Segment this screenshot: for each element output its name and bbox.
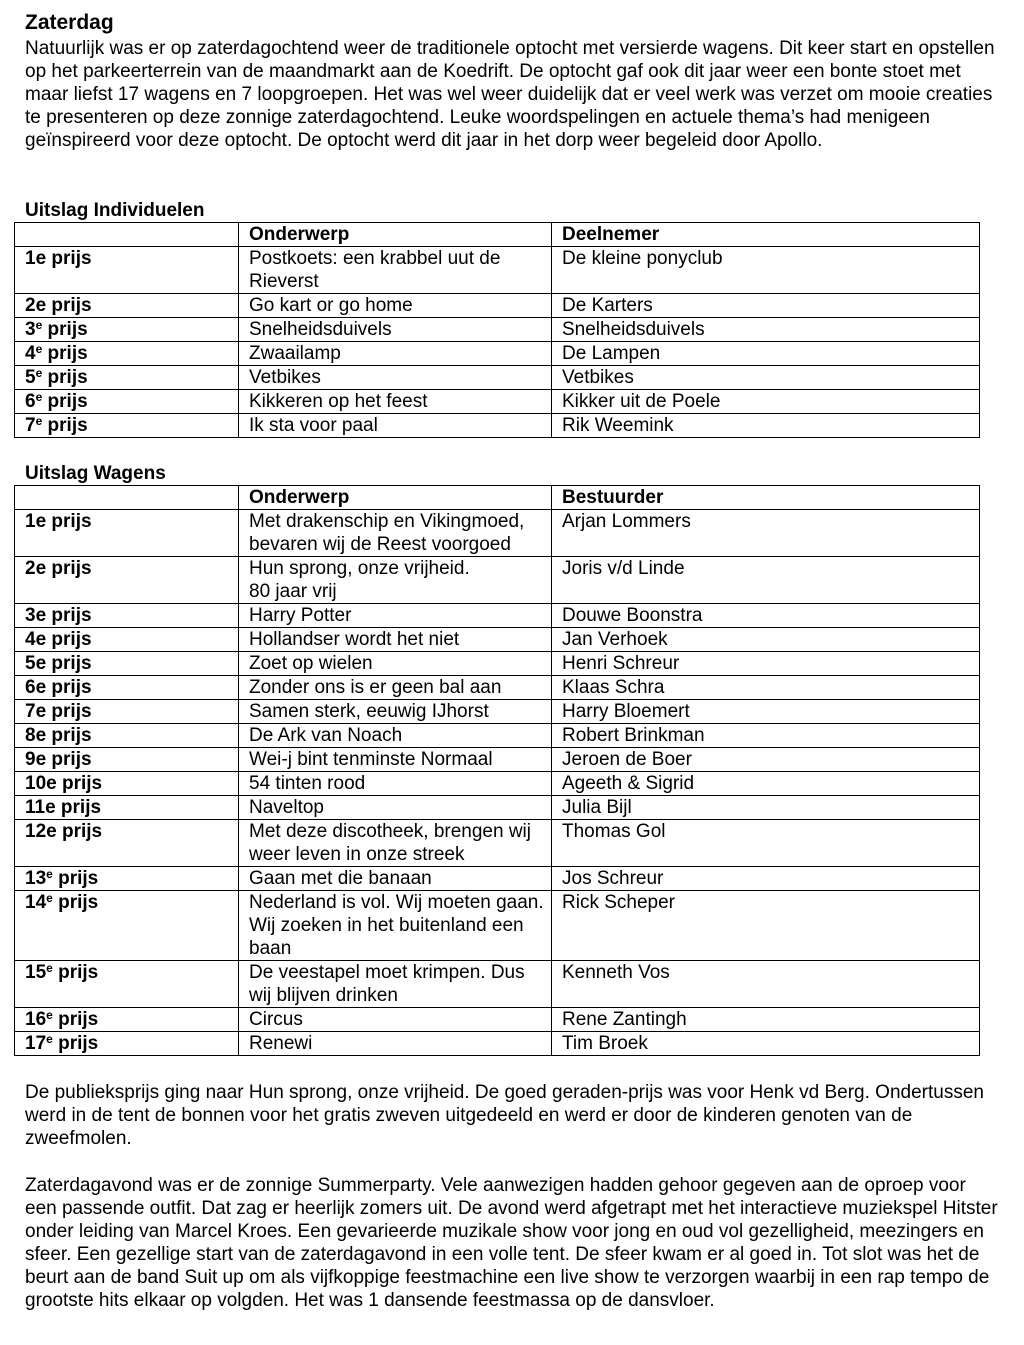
rank-cell: [15, 1032, 239, 1056]
rank-cell: [15, 820, 239, 867]
table-row: [15, 342, 980, 366]
column-header: [15, 486, 239, 510]
table-row: [15, 867, 980, 891]
onderwerp-cell: Harry Potter: [239, 604, 552, 628]
onderwerp-cell: Wei-j bint tenminste Normaal: [239, 748, 552, 772]
rank-number: 17: [25, 1033, 47, 1054]
rank-number: 2e: [25, 295, 47, 316]
table-row: [15, 961, 980, 1008]
rank-label: prijs: [46, 701, 92, 722]
wagens-table: [14, 485, 980, 1056]
table-row: [15, 414, 980, 438]
table-row: [15, 820, 980, 867]
onderwerp-cell: De Ark van Noach: [239, 724, 552, 748]
onderwerp-cell: Ik sta voor paal: [239, 414, 552, 438]
table-row: [15, 748, 980, 772]
rank-cell: [15, 604, 239, 628]
participant-cell: Harry Bloemert: [552, 700, 980, 724]
rank-label: prijs: [52, 962, 99, 983]
rank-cell: [15, 891, 239, 961]
table-header-row: [15, 486, 980, 510]
rank-cell: [15, 366, 239, 390]
rank-number: 2e: [25, 558, 47, 579]
onderwerp-cell: Postkoets: een krabbel uut de Rieverst: [239, 247, 552, 294]
rank-suffix: e: [35, 390, 43, 404]
rank-cell: [15, 294, 239, 318]
rank-number: 9e: [25, 749, 47, 770]
rank-cell: [15, 867, 239, 891]
rank-label: prijs: [42, 367, 88, 388]
rank-label: prijs: [46, 749, 92, 770]
participant-cell: Jeroen de Boer: [552, 748, 980, 772]
table-row: [15, 628, 980, 652]
rank-label: prijs: [52, 892, 99, 913]
table-row: [15, 318, 980, 342]
rank-label: prijs: [42, 319, 88, 340]
publieksprijs-paragraph: De publieksprijs ging naar Hun sprong, onze vrijheid. De goed geraden-prijs was voor Henk vd Berg. Ondertussen werd in de tent de bonnen voor het gratis zweven uitgedeeld en werd er door de kinderen genoten van de zweefmolen.: [25, 1082, 984, 1149]
rank-label: prijs: [42, 391, 88, 412]
rank-cell: [15, 652, 239, 676]
rank-label: prijs: [46, 248, 92, 269]
rank-label: prijs: [52, 868, 99, 889]
table-row: [15, 294, 980, 318]
table-row: [15, 366, 980, 390]
onderwerp-cell: Nederland is vol. Wij moeten gaan. Wij zoeken in het buitenland een baan: [239, 891, 552, 961]
table-row: [15, 652, 980, 676]
rank-cell: [15, 1008, 239, 1032]
participant-cell: Rick Scheper: [552, 891, 980, 961]
rank-label: prijs: [52, 1033, 99, 1054]
rank-number: 13: [25, 868, 47, 889]
rank-cell: [15, 510, 239, 557]
rank-cell: [15, 700, 239, 724]
wagens-heading: Uitslag Wagens: [25, 463, 166, 484]
rank-label: prijs: [46, 511, 92, 532]
rank-suffix: e: [46, 1008, 53, 1022]
onderwerp-cell: Hollandser wordt het niet: [239, 628, 552, 652]
rank-cell: [15, 676, 239, 700]
participant-cell: De kleine ponyclub: [552, 247, 980, 294]
rank-cell: [15, 318, 239, 342]
participant-cell: Arjan Lommers: [552, 510, 980, 557]
participant-cell: Rene Zantingh: [552, 1008, 980, 1032]
rank-cell: [15, 247, 239, 294]
rank-label: prijs: [46, 295, 92, 316]
rank-number: 10e: [25, 773, 57, 794]
column-header: Bestuurder: [552, 486, 980, 510]
rank-number: 12e: [25, 821, 57, 842]
rank-label: prijs: [56, 773, 103, 794]
onderwerp-cell: Circus: [239, 1008, 552, 1032]
rank-number: 16: [25, 1009, 47, 1030]
individuelen-heading: Uitslag Individuelen: [25, 200, 205, 221]
participant-cell: Kenneth Vos: [552, 961, 980, 1008]
rank-number: 4: [25, 343, 36, 364]
onderwerp-cell: Met drakenschip en Vikingmoed, bevaren wij de Reest voorgoed: [239, 510, 552, 557]
onderwerp-cell: Zwaailamp: [239, 342, 552, 366]
rank-suffix: e: [46, 961, 53, 975]
table-row: [15, 724, 980, 748]
rank-suffix: e: [46, 1032, 53, 1046]
rank-cell: [15, 772, 239, 796]
rank-cell: [15, 390, 239, 414]
table-row: [15, 390, 980, 414]
rank-number: 3: [25, 319, 36, 340]
participant-cell: Klaas Schra: [552, 676, 980, 700]
rank-number: 6: [25, 391, 36, 412]
participant-cell: De Lampen: [552, 342, 980, 366]
onderwerp-cell: Hun sprong, onze vrijheid. 80 jaar vrij: [239, 557, 552, 604]
rank-number: 14: [25, 892, 47, 913]
rank-number: 5: [25, 367, 36, 388]
column-header: Onderwerp: [239, 486, 552, 510]
rank-label: prijs: [55, 797, 102, 818]
table-row: [15, 604, 980, 628]
rank-cell: [15, 557, 239, 604]
rank-cell: [15, 414, 239, 438]
rank-number: 7: [25, 415, 36, 436]
participant-cell: Henri Schreur: [552, 652, 980, 676]
table-row: [15, 676, 980, 700]
participant-cell: Thomas Gol: [552, 820, 980, 867]
rank-number: 3e: [25, 605, 47, 626]
individuelen-table-body: [15, 247, 980, 438]
rank-label: prijs: [46, 677, 92, 698]
participant-cell: De Karters: [552, 294, 980, 318]
participant-cell: Jan Verhoek: [552, 628, 980, 652]
table-row: [15, 772, 980, 796]
rank-label: prijs: [46, 605, 92, 626]
rank-suffix: e: [35, 414, 43, 428]
participant-cell: Snelheidsduivels: [552, 318, 980, 342]
table-row: [15, 510, 980, 557]
participant-cell: Kikker uit de Poele: [552, 390, 980, 414]
rank-suffix: e: [35, 318, 43, 332]
table-row: [15, 1032, 980, 1056]
onderwerp-cell: Zonder ons is er geen bal aan: [239, 676, 552, 700]
table-header-row: [15, 223, 980, 247]
participant-cell: Tim Broek: [552, 1032, 980, 1056]
individuelen-table: [14, 222, 980, 438]
rank-cell: [15, 796, 239, 820]
page-title: Zaterdag: [25, 11, 114, 34]
rank-number: 15: [25, 962, 47, 983]
onderwerp-cell: 54 tinten rood: [239, 772, 552, 796]
rank-label: prijs: [42, 343, 88, 364]
rank-cell: [15, 748, 239, 772]
onderwerp-cell: De veestapel moet krimpen. Dus wij blijven drinken: [239, 961, 552, 1008]
intro-paragraph: Natuurlijk was er op zaterdagochtend weer de traditionele optocht met versierde wagens. Dit keer start en opstellen op het parkeerterrein van de maandmarkt aan de Koedrift. De optocht gaf ook dit jaar weer een bonte stoet met maar liefst 17 wagens en 7 loopgroepen. Het was wel weer duidelijk dat er veel werk was verzet om mooie creaties te presenteren op deze zonnige zaterdagochtend. Leuke woordspelingen en actuele thema’s had menigeen geïnspireerd voor deze optocht. De optocht werd dit jaar in het dorp weer begeleid door Apollo.: [25, 38, 995, 151]
onderwerp-cell: Zoet op wielen: [239, 652, 552, 676]
rank-label: prijs: [52, 1009, 99, 1030]
rank-label: prijs: [46, 558, 92, 579]
rank-suffix: e: [46, 867, 53, 881]
column-header: [15, 223, 239, 247]
rank-label: prijs: [46, 725, 92, 746]
participant-cell: Rik Weemink: [552, 414, 980, 438]
table-row: [15, 891, 980, 961]
participant-cell: Robert Brinkman: [552, 724, 980, 748]
participant-cell: Jos Schreur: [552, 867, 980, 891]
onderwerp-cell: Kikkeren op het feest: [239, 390, 552, 414]
rank-number: 7e: [25, 701, 47, 722]
rank-cell: [15, 724, 239, 748]
rank-cell: [15, 342, 239, 366]
column-header: Deelnemer: [552, 223, 980, 247]
table-row: [15, 1008, 980, 1032]
table-row: [15, 796, 980, 820]
rank-suffix: e: [35, 366, 43, 380]
wagens-table-body: [15, 510, 980, 1056]
rank-suffix: e: [46, 891, 53, 905]
rank-number: 5e: [25, 653, 47, 674]
rank-cell: [15, 961, 239, 1008]
table-row: [15, 247, 980, 294]
table-row: [15, 557, 980, 604]
avond-paragraph: Zaterdagavond was er de zonnige Summerparty. Vele aanwezigen hadden gehoor gegeven aan de oproep voor een passende outfit. Dat zag er heerlijk zomers uit. De avond werd afgetrapt met het interactieve muziekspel Hitster onder leiding van Marcel Kroes. Een gevarieerde muzikale show voor jong en oud vol gezelligheid, meezingers en sfeer. Een gezellige start van de zaterdagavond in een volle tent. De sfeer kwam er al goed in. Tot slot was het de beurt aan de band Suit up om als vijfkoppige feestmachine een live show te verzorgen waarbij in een rap tempo de grootste hits elkaar op volgden. Het was 1 dansende feestmassa op de dansvloer.: [25, 1175, 998, 1311]
onderwerp-cell: Go kart or go home: [239, 294, 552, 318]
onderwerp-cell: Gaan met die banaan: [239, 867, 552, 891]
participant-cell: Vetbikes: [552, 366, 980, 390]
rank-number: 11e: [25, 797, 56, 818]
participant-cell: Douwe Boonstra: [552, 604, 980, 628]
participant-cell: Ageeth & Sigrid: [552, 772, 980, 796]
onderwerp-cell: Renewi: [239, 1032, 552, 1056]
column-header: Onderwerp: [239, 223, 552, 247]
rank-label: prijs: [46, 629, 92, 650]
onderwerp-cell: Snelheidsduivels: [239, 318, 552, 342]
rank-number: 4e: [25, 629, 47, 650]
rank-number: 1e: [25, 248, 47, 269]
onderwerp-cell: Naveltop: [239, 796, 552, 820]
rank-number: 1e: [25, 511, 47, 532]
onderwerp-cell: Samen sterk, eeuwig IJhorst: [239, 700, 552, 724]
participant-cell: Joris v/d Linde: [552, 557, 980, 604]
rank-cell: [15, 628, 239, 652]
rank-label: prijs: [56, 821, 103, 842]
onderwerp-cell: Met deze discotheek, brengen wij weer leven in onze streek: [239, 820, 552, 867]
rank-label: prijs: [46, 653, 92, 674]
rank-number: 6e: [25, 677, 47, 698]
table-row: [15, 700, 980, 724]
rank-label: prijs: [42, 415, 88, 436]
rank-number: 8e: [25, 725, 47, 746]
onderwerp-cell: Vetbikes: [239, 366, 552, 390]
rank-suffix: e: [35, 342, 43, 356]
participant-cell: Julia Bijl: [552, 796, 980, 820]
